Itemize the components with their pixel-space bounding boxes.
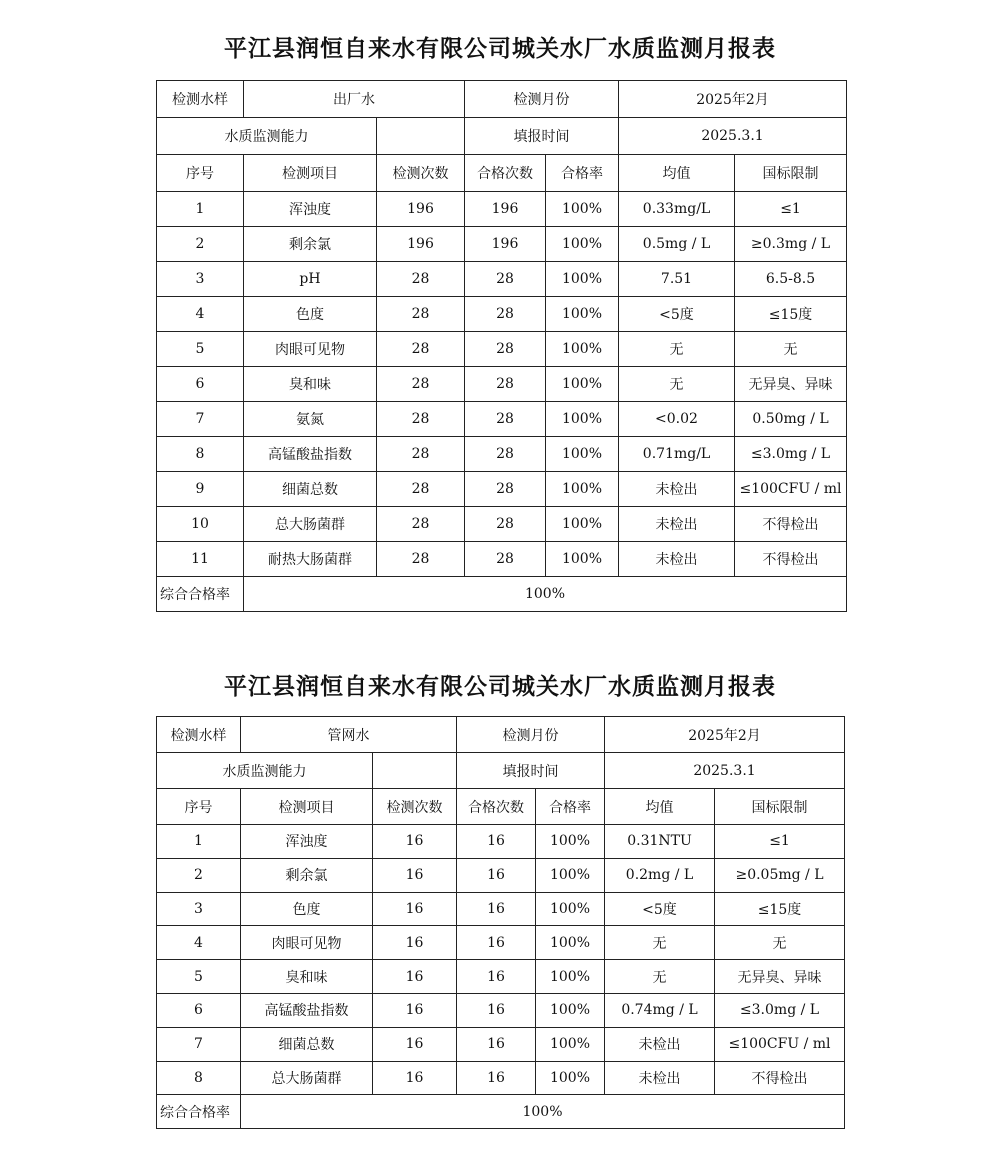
table-cell: 4 (157, 926, 241, 960)
table-cell: 16 (373, 1027, 457, 1061)
table-cell: 16 (457, 858, 536, 892)
table-row (157, 437, 847, 472)
report-time-label: 填报时间 (457, 753, 605, 789)
table-row (157, 227, 847, 262)
sample-value: 管网水 (241, 717, 457, 753)
table-cell: 未检出 (619, 507, 735, 542)
table-cell: 5 (157, 332, 244, 367)
table-cell: ≤100CFU / ml (715, 1027, 845, 1061)
table-cell: 28 (465, 297, 546, 332)
column-header: 合格次数 (457, 789, 536, 825)
table-cell: 28 (465, 402, 546, 437)
table-cell: 16 (457, 926, 536, 960)
table-cell: 16 (457, 993, 536, 1027)
table-cell: 7.51 (619, 262, 735, 297)
table-cell: 无 (605, 960, 715, 994)
table-row (157, 192, 847, 227)
month-value: 2025年2月 (605, 717, 845, 753)
table-cell: 28 (377, 437, 465, 472)
report-table-1 (156, 80, 847, 612)
table-cell: 28 (377, 507, 465, 542)
column-header: 合格率 (536, 789, 605, 825)
table-cell: 0.31NTU (605, 825, 715, 859)
table-cell: 10 (157, 507, 244, 542)
table-cell: 28 (377, 402, 465, 437)
table-cell: 28 (377, 297, 465, 332)
table-cell: 3 (157, 892, 241, 926)
table-cell: 2 (157, 227, 244, 262)
capacity-value (377, 118, 465, 155)
table-cell: 0.71mg/L (619, 437, 735, 472)
table-cell: 16 (373, 926, 457, 960)
sample-label: 检测水样 (157, 717, 241, 753)
table-cell: 臭和味 (244, 367, 377, 402)
table-cell: 无 (605, 926, 715, 960)
sample-label: 检测水样 (157, 81, 244, 118)
table-cell: ≤3.0mg / L (715, 993, 845, 1027)
table-cell: 28 (377, 472, 465, 507)
table-cell: 100% (536, 825, 605, 859)
table-cell: 16 (457, 825, 536, 859)
table-cell: 11 (157, 542, 244, 577)
table-cell: 色度 (241, 892, 373, 926)
report-time-value: 2025.3.1 (619, 118, 847, 155)
table-cell: 100% (546, 192, 619, 227)
table-cell: 100% (536, 926, 605, 960)
table-cell: 100% (546, 332, 619, 367)
table-row (157, 507, 847, 542)
table-cell: <5度 (619, 297, 735, 332)
table-row (157, 472, 847, 507)
table-cell: ≤1 (715, 825, 845, 859)
table-row (157, 1027, 845, 1061)
table-cell: 28 (377, 332, 465, 367)
table-cell: pH (244, 262, 377, 297)
table-cell: 196 (377, 192, 465, 227)
table-cell: 肉眼可见物 (244, 332, 377, 367)
table-cell: 1 (157, 825, 241, 859)
table-cell: ≤15度 (735, 297, 847, 332)
month-label: 检测月份 (457, 717, 605, 753)
table-cell: 16 (373, 858, 457, 892)
table-cell: 高锰酸盐指数 (244, 437, 377, 472)
column-header: 检测项目 (241, 789, 373, 825)
table-cell: ≤3.0mg / L (735, 437, 847, 472)
table-cell: ≤15度 (715, 892, 845, 926)
table-cell: 无 (735, 332, 847, 367)
table-cell: 6 (157, 993, 241, 1027)
table-cell: 100% (546, 472, 619, 507)
table-cell: 0.33mg/L (619, 192, 735, 227)
table-cell: 100% (546, 227, 619, 262)
table-cell: 28 (465, 332, 546, 367)
table-row (157, 993, 845, 1027)
table-cell: 6 (157, 367, 244, 402)
table-row (157, 332, 847, 367)
table-cell: 28 (465, 507, 546, 542)
table-cell: 未检出 (619, 542, 735, 577)
table-cell: 臭和味 (241, 960, 373, 994)
month-value: 2025年2月 (619, 81, 847, 118)
table-cell: 100% (546, 507, 619, 542)
report-title-2: 平江县润恒自来水有限公司城关水厂水质监测月报表 (224, 673, 776, 700)
report-time-value: 2025.3.1 (605, 753, 845, 789)
table-cell: 16 (457, 960, 536, 994)
table-cell: ≥0.3mg / L (735, 227, 847, 262)
table-cell: 5 (157, 960, 241, 994)
table-cell: 总大肠菌群 (241, 1061, 373, 1095)
table-cell: 100% (546, 402, 619, 437)
table-cell: 无异臭、异味 (735, 367, 847, 402)
table-cell: 不得检出 (715, 1061, 845, 1095)
table-row (157, 367, 847, 402)
capacity-label: 水质监测能力 (157, 118, 377, 155)
table-cell: 8 (157, 437, 244, 472)
table-cell: 未检出 (605, 1061, 715, 1095)
table-cell: 28 (377, 262, 465, 297)
column-header: 国标限制 (715, 789, 845, 825)
table-cell: 8 (157, 1061, 241, 1095)
column-header: 国标限制 (735, 155, 847, 192)
column-header: 序号 (157, 155, 244, 192)
table-cell: 100% (536, 1027, 605, 1061)
table-cell: 6.5-8.5 (735, 262, 847, 297)
table-cell: 16 (457, 1027, 536, 1061)
table-cell: 28 (465, 367, 546, 402)
table-cell: 196 (465, 227, 546, 262)
table-cell: <0.02 (619, 402, 735, 437)
table-cell: 2 (157, 858, 241, 892)
table-cell: 196 (377, 227, 465, 262)
table-cell: 16 (373, 993, 457, 1027)
table-cell: 细菌总数 (244, 472, 377, 507)
table-cell: 7 (157, 402, 244, 437)
table-cell: 100% (546, 437, 619, 472)
table-cell: 0.74mg / L (605, 993, 715, 1027)
column-header: 检测次数 (377, 155, 465, 192)
table-cell: 16 (373, 825, 457, 859)
table-cell: 16 (457, 892, 536, 926)
table-cell: 16 (373, 1061, 457, 1095)
table-cell: 氨氮 (244, 402, 377, 437)
table-cell: 高锰酸盐指数 (241, 993, 373, 1027)
sample-value: 出厂水 (244, 81, 465, 118)
table-cell: 不得检出 (735, 542, 847, 577)
table-cell: <5度 (605, 892, 715, 926)
table-cell: 剩余氯 (244, 227, 377, 262)
table-cell: 196 (465, 192, 546, 227)
table-cell: 0.5mg / L (619, 227, 735, 262)
table-row (157, 542, 847, 577)
table-row (157, 297, 847, 332)
table-cell: 总大肠菌群 (244, 507, 377, 542)
table-cell: ≤1 (735, 192, 847, 227)
report-title-1: 平江县润恒自来水有限公司城关水厂水质监测月报表 (224, 35, 776, 62)
table-cell: 肉眼可见物 (241, 926, 373, 960)
table-cell: 100% (546, 542, 619, 577)
table-cell: 28 (465, 542, 546, 577)
column-header: 序号 (157, 789, 241, 825)
table-cell: 100% (546, 262, 619, 297)
table-cell: 1 (157, 192, 244, 227)
table-row (157, 262, 847, 297)
table-row (157, 960, 845, 994)
table-row (157, 892, 845, 926)
table-cell: 100% (546, 367, 619, 402)
table-row (157, 825, 845, 859)
table-cell: 0.2mg / L (605, 858, 715, 892)
table-cell: 浑浊度 (241, 825, 373, 859)
table-cell: 16 (457, 1061, 536, 1095)
overall-rate-label: 综合合格率 (157, 577, 244, 612)
table-cell: 未检出 (605, 1027, 715, 1061)
capacity-label: 水质监测能力 (157, 753, 373, 789)
table-cell: 28 (465, 437, 546, 472)
table-cell: 100% (536, 960, 605, 994)
overall-rate-label: 综合合格率 (157, 1095, 241, 1129)
column-header: 均值 (619, 155, 735, 192)
table-cell: 100% (536, 858, 605, 892)
column-header: 检测次数 (373, 789, 457, 825)
table-row (157, 926, 845, 960)
table-cell: 100% (536, 993, 605, 1027)
table-cell: 浑浊度 (244, 192, 377, 227)
column-header: 合格率 (546, 155, 619, 192)
column-header-row (157, 789, 845, 825)
table-cell: 3 (157, 262, 244, 297)
report-table-2 (156, 716, 845, 1129)
table-cell: 9 (157, 472, 244, 507)
table-cell: 28 (465, 472, 546, 507)
column-header: 合格次数 (465, 155, 546, 192)
table-cell: 剩余氯 (241, 858, 373, 892)
table-cell: 7 (157, 1027, 241, 1061)
table-cell: 耐热大肠菌群 (244, 542, 377, 577)
overall-rate-value: 100% (244, 577, 847, 612)
table-cell: 16 (373, 960, 457, 994)
table-cell: 28 (377, 367, 465, 402)
table-cell: 无 (619, 367, 735, 402)
table-cell: 无 (715, 926, 845, 960)
table-cell: 28 (377, 542, 465, 577)
column-header-row (157, 155, 847, 192)
overall-rate-value: 100% (241, 1095, 845, 1129)
table-row (157, 402, 847, 437)
table-cell: 未检出 (619, 472, 735, 507)
table-cell: 细菌总数 (241, 1027, 373, 1061)
table-cell: ≥0.05mg / L (715, 858, 845, 892)
column-header: 均值 (605, 789, 715, 825)
capacity-value (373, 753, 457, 789)
column-header: 检测项目 (244, 155, 377, 192)
table-row (157, 1061, 845, 1095)
table-cell: 无 (619, 332, 735, 367)
table-cell: 色度 (244, 297, 377, 332)
table-cell: 28 (465, 262, 546, 297)
table-cell: 100% (536, 1061, 605, 1095)
report-time-label: 填报时间 (465, 118, 619, 155)
table-cell: 100% (536, 892, 605, 926)
table-cell: ≤100CFU / ml (735, 472, 847, 507)
table-row (157, 858, 845, 892)
table-cell: 4 (157, 297, 244, 332)
table-cell: 无异臭、异味 (715, 960, 845, 994)
table-cell: 100% (546, 297, 619, 332)
table-cell: 不得检出 (735, 507, 847, 542)
month-label: 检测月份 (465, 81, 619, 118)
table-cell: 16 (373, 892, 457, 926)
table-cell: 0.50mg / L (735, 402, 847, 437)
